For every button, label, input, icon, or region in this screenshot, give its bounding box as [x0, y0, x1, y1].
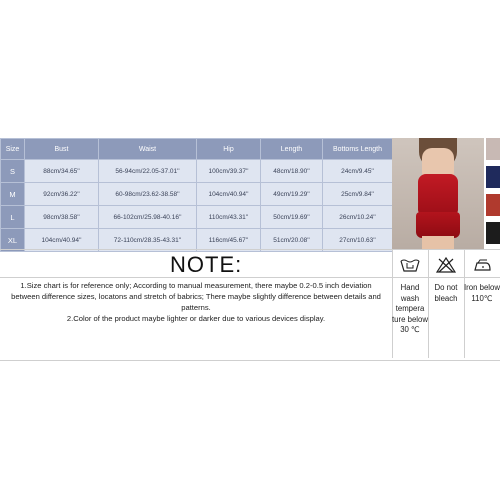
no-bleach-icon: [428, 250, 464, 280]
model-legs: [422, 236, 454, 250]
waist-value: 72-110cm/28.35-43.31'': [99, 229, 197, 252]
divider: [0, 360, 500, 361]
iron-icon: [464, 250, 500, 280]
bottoms-length-value: 27cm/10.63'': [323, 229, 393, 252]
bust-value: 92cm/36.22'': [25, 183, 99, 206]
red-satin-shorts: [416, 212, 460, 238]
header-length: Length: [261, 139, 323, 160]
care-hand-wash: [392, 250, 428, 358]
care-no-bleach: [428, 250, 464, 358]
table-row: [1, 206, 393, 229]
no-bleach-label: Do not bleach: [434, 283, 458, 303]
table-row: [1, 183, 393, 206]
note-text: [0, 264, 392, 324]
note-section: [0, 250, 500, 362]
size-table-header: [1, 139, 393, 160]
bottoms-length-value: 24cm/9.45'': [323, 160, 393, 183]
color-swatch: [486, 166, 500, 188]
size-table: [0, 138, 393, 252]
table-row: [1, 160, 393, 183]
hand-wash-label: Hand wash tempera ture below 30 ℃: [392, 283, 428, 334]
bust-value: 88cm/34.65'': [25, 160, 99, 183]
hip-value: 104cm/40.94'': [197, 183, 261, 206]
length-value: 50cm/19.69'': [261, 206, 323, 229]
length-value: 48cm/18.90'': [261, 160, 323, 183]
product-photos: [392, 138, 500, 250]
bottoms-length-value: 25cm/9.84'': [323, 183, 393, 206]
color-swatch: [486, 194, 500, 216]
hip-value: 100cm/39.37'': [197, 160, 261, 183]
hand-wash-icon: [392, 250, 428, 280]
waist-value: 56-94cm/22.05-37.01'': [99, 160, 197, 183]
header-size: Size: [1, 139, 25, 160]
waist-value: 66-102cm/25.98-40.16'': [99, 206, 197, 229]
size-label: S: [1, 160, 25, 183]
care-iron: [464, 250, 500, 358]
model-photo-red: [392, 138, 484, 250]
size-label: L: [1, 206, 25, 229]
bottoms-length-value: 26cm/10.24'': [323, 206, 393, 229]
length-value: 51cm/20.08'': [261, 229, 323, 252]
bust-value: 104cm/40.94'': [25, 229, 99, 252]
length-value: 49cm/19.29'': [261, 183, 323, 206]
size-chart-section: [0, 138, 500, 250]
header-waist: Waist: [99, 139, 197, 160]
hip-value: 110cm/43.31'': [197, 206, 261, 229]
note-line-2: 2.Color of the product maybe lighter or darker due to various devices display.: [66, 314, 326, 323]
hip-value: 116cm/45.67'': [197, 229, 261, 252]
note-title: NOTE:: [170, 252, 243, 277]
iron-label: Iron below 110℃: [464, 283, 500, 303]
red-cami-top: [418, 174, 458, 214]
color-swatch: [486, 222, 500, 244]
size-label: M: [1, 183, 25, 206]
bust-value: 98cm/38.58'': [25, 206, 99, 229]
size-label: XL: [1, 229, 25, 252]
header-bust: Bust: [25, 139, 99, 160]
color-swatch: [486, 138, 500, 160]
header-bottoms-length: Bottoms Length: [323, 139, 393, 160]
note-line-1: 1.Size chart is for reference only; According to manual measurement, there maybe 0.2-0.5 inch deviation between difference sizes, locatons and stretch of babrics; There maybe slightly difference between details and patterns.: [11, 281, 381, 312]
waist-value: 60-98cm/23.62-38.58'': [99, 183, 197, 206]
header-hip: Hip: [197, 139, 261, 160]
